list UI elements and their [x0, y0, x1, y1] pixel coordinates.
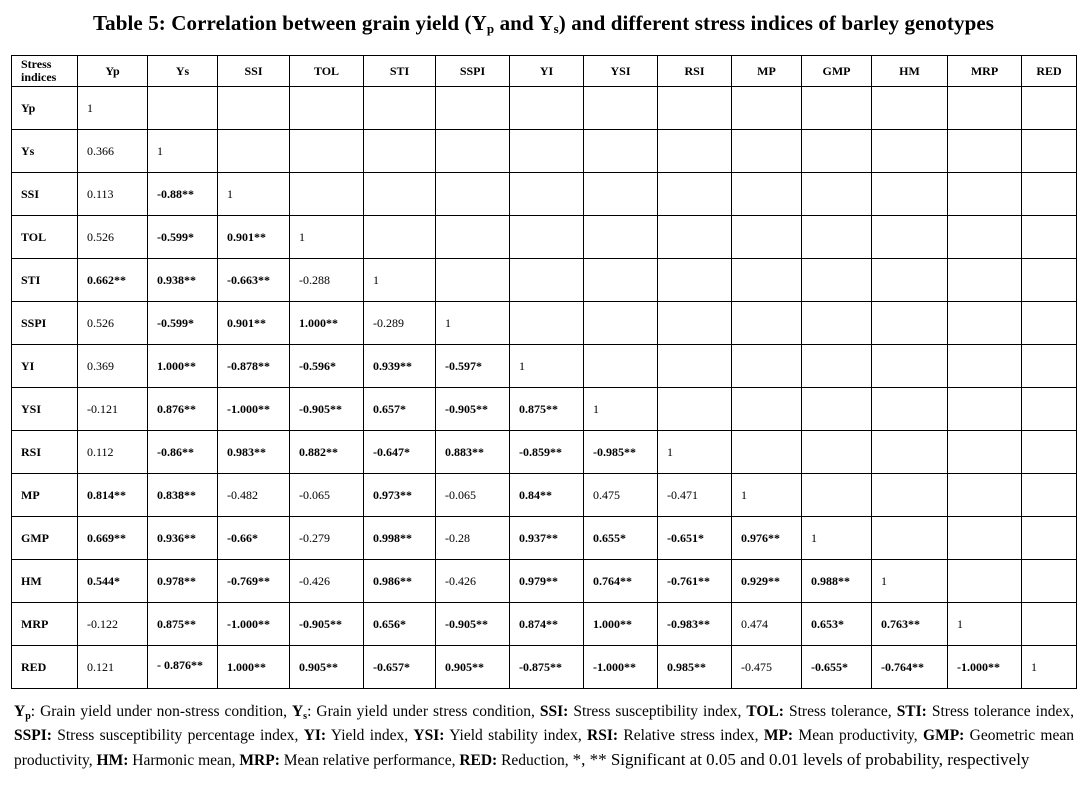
- table-cell: [290, 130, 364, 173]
- table-cell: 0.814**: [78, 474, 148, 517]
- column-header: Ys: [148, 56, 218, 87]
- row-header: GMP: [12, 517, 78, 560]
- table-cell: [510, 173, 584, 216]
- table-cell: [948, 474, 1022, 517]
- table-row: [12, 646, 1077, 689]
- table-row: [12, 603, 1077, 646]
- table-cell: [658, 87, 732, 130]
- footnote-definition: Reduction,: [497, 752, 573, 769]
- table-cell: -0.647*: [364, 431, 436, 474]
- table-cell: 1.000**: [290, 302, 364, 345]
- table-cell: -1.000**: [218, 603, 290, 646]
- table-cell: 0.526: [78, 302, 148, 345]
- table-cell: [1022, 130, 1077, 173]
- table-cell: -0.426: [436, 560, 510, 603]
- table-cell: [1022, 173, 1077, 216]
- table-cell: [872, 173, 948, 216]
- table-cell: [802, 130, 872, 173]
- table-cell: 0.84**: [510, 474, 584, 517]
- table-cell: 1: [872, 560, 948, 603]
- table-row: [12, 130, 1077, 173]
- table-cell: [872, 216, 948, 259]
- footnote-term: HM:: [96, 752, 129, 769]
- table-cell: [1022, 388, 1077, 431]
- table-cell: [658, 302, 732, 345]
- table-cell: [510, 130, 584, 173]
- table-cell: 0.938**: [148, 259, 218, 302]
- table-cell: [364, 87, 436, 130]
- table-cell: -0.597*: [436, 345, 510, 388]
- table-cell: [948, 87, 1022, 130]
- table-cell: 0.874**: [510, 603, 584, 646]
- footnote-term: STI:: [896, 703, 927, 720]
- table-cell: [584, 259, 658, 302]
- table-cell: 1: [584, 388, 658, 431]
- table-cell: 1: [732, 474, 802, 517]
- table-row: [12, 216, 1077, 259]
- table-cell: [1022, 302, 1077, 345]
- table-cell: -0.471: [658, 474, 732, 517]
- table-cell: -1.000**: [584, 646, 658, 689]
- footnote-definition: Mean productivity,: [793, 727, 924, 744]
- footnote-term: TOL:: [746, 703, 784, 720]
- table-cell: -0.065: [290, 474, 364, 517]
- table-cell: [658, 173, 732, 216]
- table-cell: [872, 87, 948, 130]
- table-cell: 1: [78, 87, 148, 130]
- table-cell: 1: [948, 603, 1022, 646]
- table-row: [12, 517, 1077, 560]
- table-cell: 0.121: [78, 646, 148, 689]
- table-cell: [584, 130, 658, 173]
- table-cell: [872, 388, 948, 431]
- table-cell: -0.859**: [510, 431, 584, 474]
- table-cell: [732, 173, 802, 216]
- table-cell: -0.065: [436, 474, 510, 517]
- footnote-definition: Relative stress index,: [618, 727, 764, 744]
- table-cell: [658, 259, 732, 302]
- table-cell: 1.000**: [218, 646, 290, 689]
- table-cell: -0.761**: [658, 560, 732, 603]
- table-cell: [802, 259, 872, 302]
- table-cell: [218, 130, 290, 173]
- column-header: STI: [364, 56, 436, 87]
- column-header: TOL: [290, 56, 364, 87]
- footnote-term: $Y_p$: [14, 703, 31, 722]
- table-cell: 0.998**: [364, 517, 436, 560]
- row-header: MRP: [12, 603, 78, 646]
- table-cell: -0.426: [290, 560, 364, 603]
- table-cell: -0.983**: [658, 603, 732, 646]
- table-cell: 0.983**: [218, 431, 290, 474]
- table-cell: 0.653*: [802, 603, 872, 646]
- table-cell: [510, 216, 584, 259]
- table-cell: [1022, 259, 1077, 302]
- footnote-definition: Yield index,: [326, 727, 414, 744]
- table-cell: [510, 259, 584, 302]
- table-cell: 0.656*: [364, 603, 436, 646]
- table-cell: -0.878**: [218, 345, 290, 388]
- table-cell: [732, 302, 802, 345]
- table-cell: [436, 216, 510, 259]
- table-cell: 0.937**: [510, 517, 584, 560]
- table-cell: [584, 173, 658, 216]
- table-cell: 1: [510, 345, 584, 388]
- table-cell: [148, 87, 218, 130]
- table-row: [12, 345, 1077, 388]
- row-header: RED: [12, 646, 78, 689]
- table-cell: [290, 173, 364, 216]
- table-cell: -0.905**: [290, 603, 364, 646]
- table-cell: [948, 302, 1022, 345]
- table-cell: -0.482: [218, 474, 290, 517]
- table-cell: 0.763**: [872, 603, 948, 646]
- table-cell: [732, 388, 802, 431]
- table-cell: 0.366: [78, 130, 148, 173]
- table-cell: [948, 517, 1022, 560]
- table-cell: 0.883**: [436, 431, 510, 474]
- table-cell: [872, 431, 948, 474]
- table-cell: 0.936**: [148, 517, 218, 560]
- table-cell: 0.655*: [584, 517, 658, 560]
- column-header: RED: [1022, 56, 1077, 87]
- table-cell: [872, 517, 948, 560]
- table-cell: 0.113: [78, 173, 148, 216]
- table-cell: [584, 216, 658, 259]
- table-cell: -0.655*: [802, 646, 872, 689]
- table-cell: 0.875**: [510, 388, 584, 431]
- footnote-term: RSI:: [587, 727, 619, 744]
- row-header: RSI: [12, 431, 78, 474]
- table-cell: [732, 130, 802, 173]
- table-cell: [872, 302, 948, 345]
- column-header: GMP: [802, 56, 872, 87]
- table-cell: 0.976**: [732, 517, 802, 560]
- table-cell: -0.657*: [364, 646, 436, 689]
- table-cell: -0.289: [364, 302, 436, 345]
- table-cell: 0.838**: [148, 474, 218, 517]
- table-cell: [1022, 345, 1077, 388]
- table-cell: -0.663**: [218, 259, 290, 302]
- footnote-definition: Stress susceptibility percentage index,: [51, 727, 304, 744]
- footnote-term: MP:: [763, 727, 794, 744]
- table-cell: -0.66*: [218, 517, 290, 560]
- table-cell: [1022, 87, 1077, 130]
- table-row: [12, 474, 1077, 517]
- table-cell: [948, 431, 1022, 474]
- table-cell: 0.905**: [290, 646, 364, 689]
- footnote-definition: Stress tolerance,: [783, 703, 897, 720]
- table-cell: [584, 345, 658, 388]
- table-cell: 1.000**: [148, 345, 218, 388]
- table-cell: 0.544*: [78, 560, 148, 603]
- table-cell: 0.669**: [78, 517, 148, 560]
- table-cell: [802, 431, 872, 474]
- table-cell: 0.939**: [364, 345, 436, 388]
- table-cell: 1: [364, 259, 436, 302]
- column-header: MRP: [948, 56, 1022, 87]
- table-cell: -0.905**: [436, 388, 510, 431]
- footnote-term: SSPI:: [14, 727, 52, 744]
- table-cell: 0.662**: [78, 259, 148, 302]
- table-cell: [436, 130, 510, 173]
- table-cell: -0.288: [290, 259, 364, 302]
- table-cell: -0.599*: [148, 216, 218, 259]
- table-cell: -0.769**: [218, 560, 290, 603]
- column-header: MP: [732, 56, 802, 87]
- table-row: [12, 431, 1077, 474]
- table-cell: 1: [148, 130, 218, 173]
- column-header: YI: [510, 56, 584, 87]
- table-cell: 1: [802, 517, 872, 560]
- table-cell: [584, 87, 658, 130]
- table-cell: 0.973**: [364, 474, 436, 517]
- table-cell: [510, 87, 584, 130]
- footnote-term: YSI:: [413, 727, 445, 744]
- row-header: TOL: [12, 216, 78, 259]
- table-cell: -0.599*: [148, 302, 218, 345]
- header-row: [12, 56, 1077, 87]
- table-cell: [948, 560, 1022, 603]
- table-row: [12, 388, 1077, 431]
- footnote-term: GMP:: [923, 727, 965, 744]
- table-cell: [732, 431, 802, 474]
- table-cell: [732, 87, 802, 130]
- footnote-term: SSI:: [539, 703, 569, 720]
- table-cell: 0.901**: [218, 302, 290, 345]
- table-cell: 0.901**: [218, 216, 290, 259]
- table-cell: [1022, 431, 1077, 474]
- table-cell: -0.121: [78, 388, 148, 431]
- table-cell: 1: [436, 302, 510, 345]
- table-cell: [1022, 603, 1077, 646]
- table-cell: [1022, 517, 1077, 560]
- table-cell: [658, 216, 732, 259]
- table-cell: -0.651*: [658, 517, 732, 560]
- table-cell: 0.988**: [802, 560, 872, 603]
- table-cell: 0.875**: [148, 603, 218, 646]
- footnote-definition: Mean relative performance,: [279, 752, 460, 769]
- table-cell: [802, 474, 872, 517]
- column-header: SSPI: [436, 56, 510, 87]
- table-cell: [732, 259, 802, 302]
- table-title: Table 5: Correlation between grain yield ($Y_p$ and $Y_s$) and different stress indices of barley genotypes: [92, 11, 995, 36]
- table-cell: [802, 173, 872, 216]
- table-cell: -0.88**: [148, 173, 218, 216]
- table-cell: - 0.876**: [148, 646, 218, 689]
- table-body: [12, 87, 1077, 689]
- row-header: YI: [12, 345, 78, 388]
- table-cell: [802, 302, 872, 345]
- table-cell: 0.905**: [436, 646, 510, 689]
- row-header: Ys: [12, 130, 78, 173]
- table-cell: -0.596*: [290, 345, 364, 388]
- table-row: [12, 302, 1077, 345]
- table-cell: [948, 345, 1022, 388]
- correlation-table: [11, 55, 1077, 689]
- table-row: [12, 560, 1077, 603]
- table-cell: -0.86**: [148, 431, 218, 474]
- table-cell: [436, 259, 510, 302]
- row-header: YSI: [12, 388, 78, 431]
- table-cell: 0.985**: [658, 646, 732, 689]
- column-header: RSI: [658, 56, 732, 87]
- table-cell: [802, 216, 872, 259]
- table-cell: [802, 388, 872, 431]
- table-cell: 0.657*: [364, 388, 436, 431]
- table-cell: 0.475: [584, 474, 658, 517]
- table-cell: [802, 345, 872, 388]
- row-header: STI: [12, 259, 78, 302]
- table-cell: 0.979**: [510, 560, 584, 603]
- footnote: [14, 700, 1074, 773]
- table-cell: [658, 130, 732, 173]
- table-cell: -0.905**: [436, 603, 510, 646]
- footnote-term: YI:: [303, 727, 327, 744]
- table-cell: -0.985**: [584, 431, 658, 474]
- table-cell: -1.000**: [218, 388, 290, 431]
- table-row: [12, 173, 1077, 216]
- table-row: [12, 87, 1077, 130]
- table-cell: 0.876**: [148, 388, 218, 431]
- table-cell: -0.475: [732, 646, 802, 689]
- table-cell: [584, 302, 658, 345]
- table-cell: -0.28: [436, 517, 510, 560]
- row-header: SSI: [12, 173, 78, 216]
- table-cell: [218, 87, 290, 130]
- table-cell: [872, 130, 948, 173]
- table-cell: 0.929**: [732, 560, 802, 603]
- footnote-definition: Stress susceptibility index,: [568, 703, 747, 720]
- row-header: MP: [12, 474, 78, 517]
- table-cell: 1: [290, 216, 364, 259]
- table-cell: 0.978**: [148, 560, 218, 603]
- footnote-definition: Harmonic mean,: [128, 752, 240, 769]
- table-cell: [1022, 216, 1077, 259]
- table-cell: 0.986**: [364, 560, 436, 603]
- table-cell: -1.000**: [948, 646, 1022, 689]
- table-cell: [436, 173, 510, 216]
- table-cell: 0.882**: [290, 431, 364, 474]
- footnote-definition: Yield stability index,: [444, 727, 588, 744]
- table-cell: [290, 87, 364, 130]
- footnote-definition: : Grain yield under stress condition,: [307, 703, 540, 720]
- table-cell: [948, 173, 1022, 216]
- table-cell: [436, 87, 510, 130]
- column-header: Yp: [78, 56, 148, 87]
- table-cell: [948, 130, 1022, 173]
- row-header: HM: [12, 560, 78, 603]
- table-cell: -0.279: [290, 517, 364, 560]
- corner-header: Stress indices: [12, 56, 78, 87]
- row-header: Yp: [12, 87, 78, 130]
- table-cell: [732, 345, 802, 388]
- table-cell: -0.122: [78, 603, 148, 646]
- row-header: SSPI: [12, 302, 78, 345]
- table-cell: -0.875**: [510, 646, 584, 689]
- table-cell: 1.000**: [584, 603, 658, 646]
- table-cell: 0.474: [732, 603, 802, 646]
- table-cell: -0.905**: [290, 388, 364, 431]
- footnote-definition: Stress tolerance index,: [926, 703, 1074, 720]
- table-cell: 1: [658, 431, 732, 474]
- table-cell: [364, 216, 436, 259]
- table-cell: [1022, 474, 1077, 517]
- table-cell: [1022, 560, 1077, 603]
- column-header: SSI: [218, 56, 290, 87]
- table-cell: [658, 345, 732, 388]
- table-cell: 0.369: [78, 345, 148, 388]
- footnote-definition: Geometric mean productivity,: [14, 727, 1074, 769]
- table-cell: 1: [218, 173, 290, 216]
- table-cell: [872, 259, 948, 302]
- column-header: HM: [872, 56, 948, 87]
- table-cell: [872, 474, 948, 517]
- column-header: YSI: [584, 56, 658, 87]
- table-cell: 1: [1022, 646, 1077, 689]
- table-cell: 0.526: [78, 216, 148, 259]
- table-cell: [948, 259, 1022, 302]
- table-row: [12, 259, 1077, 302]
- footnote-term: MRP:: [239, 752, 280, 769]
- table-cell: [732, 216, 802, 259]
- table-cell: [948, 388, 1022, 431]
- table-cell: [802, 87, 872, 130]
- footnote-term: RED:: [459, 752, 498, 769]
- table-cell: [510, 302, 584, 345]
- table-cell: 0.112: [78, 431, 148, 474]
- table-cell: [948, 216, 1022, 259]
- significance-note: *, ** Significant at 0.05 and 0.01 levels of probability, respectively: [572, 750, 1030, 769]
- table-cell: [658, 388, 732, 431]
- table-cell: [364, 130, 436, 173]
- table-cell: -0.764**: [872, 646, 948, 689]
- table-cell: 0.764**: [584, 560, 658, 603]
- table-cell: [872, 345, 948, 388]
- table-cell: [364, 173, 436, 216]
- footnote-definition: : Grain yield under non-stress condition,: [30, 703, 292, 720]
- footnote-term: $Y_s$: [291, 703, 308, 722]
